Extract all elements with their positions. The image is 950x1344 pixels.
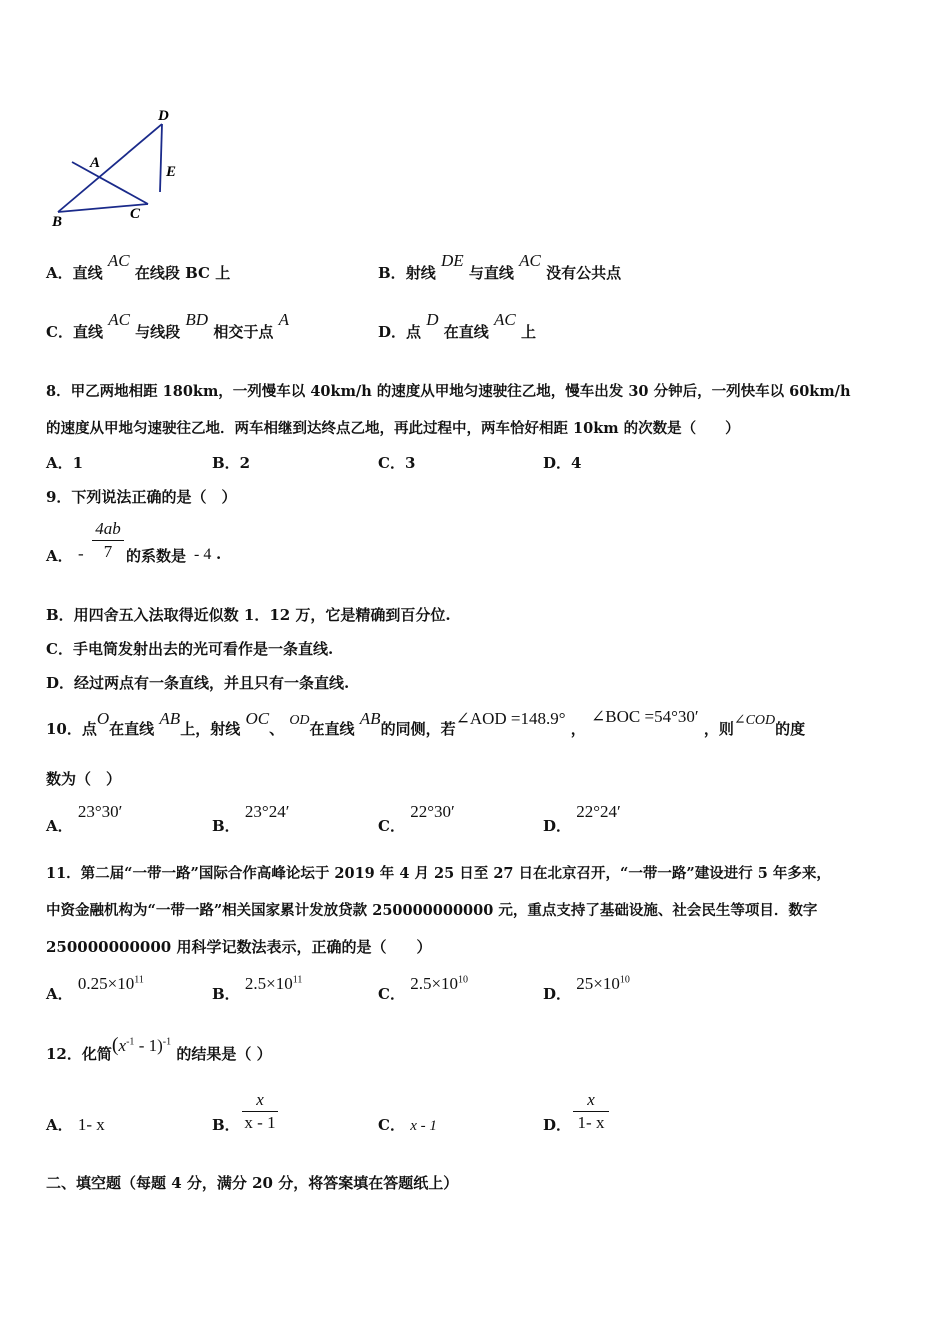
q8-option-d[interactable]: D．4 (543, 454, 582, 472)
option-base: 0.25×10 (77, 974, 135, 993)
fraction-bar (242, 1111, 278, 1112)
fraction-numerator: x (587, 1090, 595, 1109)
stem-text: 的度 (775, 720, 806, 738)
stem-text: 、 (269, 720, 285, 738)
math-oc: OC (245, 709, 270, 728)
stem-text: 的同侧，若 (380, 720, 456, 738)
math-ac: AC (519, 251, 541, 270)
math-bd: BD (185, 310, 209, 329)
label-c: C (130, 206, 141, 222)
label-b: B (52, 214, 63, 230)
option-text: 上 (521, 323, 537, 341)
option-text: 在直线 (443, 323, 489, 341)
math-ac: AC (107, 251, 130, 270)
option-letter: B． (378, 264, 406, 282)
option-text: 没有公共点 (546, 264, 622, 282)
exponent: -1 (162, 1036, 172, 1048)
fraction (242, 1090, 278, 1133)
stem-text: 在直线 (309, 720, 355, 738)
option-exponent: 10 (619, 974, 630, 986)
option-base: 25×10 (576, 974, 620, 993)
q9-option-d[interactable]: D．经过两点有一条直线，并且只有一条直线. (46, 674, 350, 692)
option-letter: A． (46, 264, 73, 282)
stem-text: 的结果是（ ） (176, 1045, 272, 1063)
q10-stem-line2: 数为（ ） (46, 770, 122, 788)
angle-boc: ∠BOC =54°30′ (591, 707, 699, 726)
option-letter: D． (378, 323, 407, 341)
fraction-denominator: 7 (103, 542, 113, 561)
q7-option-b[interactable] (378, 251, 622, 283)
option-letter: A． (46, 1116, 73, 1134)
option-value: 1- x (77, 1115, 105, 1134)
period: . (216, 545, 222, 563)
math-ac: AC (494, 310, 516, 329)
q10-option-c[interactable] (378, 802, 455, 836)
option-text: 的系数是 (126, 547, 187, 565)
q7-option-d[interactable] (378, 310, 537, 342)
option-letter: D． (543, 1116, 572, 1134)
option-base: 2.5×10 (410, 974, 459, 993)
stem-text: ，则 (703, 720, 734, 738)
stem-text: 12．化简 (46, 1045, 112, 1063)
option-value: 22°24′ (576, 802, 621, 821)
q7-option-a[interactable] (46, 251, 231, 283)
fraction-numerator: 4ab (95, 519, 121, 538)
label-d: D (158, 108, 169, 124)
expr-middle: - 1) (134, 1036, 163, 1055)
option-exponent: 11 (292, 974, 303, 986)
option-text: 直线 (72, 323, 103, 341)
neg-sign: - (78, 544, 84, 563)
segment-bd (58, 124, 162, 212)
math-ac: AC (108, 310, 130, 329)
option-value: 22°30′ (410, 802, 455, 821)
q11-option-a[interactable] (46, 974, 144, 1004)
angle-cod: ∠COD (733, 713, 776, 728)
fraction (573, 1090, 609, 1133)
math-a: A (278, 310, 289, 329)
label-a: A (90, 155, 101, 171)
fraction-denominator: x - 1 (244, 1113, 276, 1132)
q10-option-b[interactable] (212, 802, 290, 836)
q11-option-d[interactable] (543, 974, 630, 1004)
option-text: 与线段 (135, 323, 181, 341)
geometry-figure (40, 100, 200, 235)
q10-option-a[interactable] (46, 802, 123, 836)
q12-stem (46, 1034, 272, 1065)
q7-option-c[interactable] (46, 310, 289, 342)
stem-text: 上，射线 (180, 720, 241, 738)
fraction-bar (573, 1111, 609, 1112)
label-e: E (166, 164, 177, 180)
option-letter: D． (543, 985, 572, 1003)
coefficient-value: - 4 (194, 546, 212, 563)
math-o: O (96, 709, 110, 728)
math-ab: AB (359, 709, 381, 728)
option-letter: C． (378, 817, 405, 835)
option-letter: D． (543, 817, 572, 835)
expression (112, 1036, 171, 1055)
math-de: DE (440, 251, 464, 270)
option-letter: A． (46, 547, 73, 565)
option-base: 2.5×10 (244, 974, 293, 993)
q11-stem-line2: 中资金融机构为“一带一路”相关国家累计发放贷款 250000000000 元，重点支持了基础设施、社会民生等项目．数字 (46, 902, 818, 919)
option-text: 相交于点 (213, 323, 274, 341)
q8-stem-line1: 8．甲乙两地相距 180km，一列慢车以 40km/h 的速度从甲地匀速驶往乙地，慢车出发 30 分钟后，一列快车以 60km/h (46, 383, 851, 400)
q9-option-b[interactable]: B．用四舍五入法取得近似数 1．12 万，它是精确到百分位. (46, 606, 451, 624)
exponent: -1 (126, 1036, 135, 1048)
q11-stem-line1: 11．第二届“一带一路”国际合作高峰论坛于 2019 年 4 月 25 日至 27 日在北京召开，“一带一路”建设进行 5 年多来， (46, 865, 831, 882)
option-value: 23°24′ (244, 802, 290, 821)
option-letter: C． (378, 1116, 405, 1134)
option-text: 与直线 (468, 264, 514, 282)
fraction-numerator: x (256, 1090, 264, 1109)
q8-option-b[interactable]: B．2 (212, 454, 251, 472)
q10-option-d[interactable] (543, 802, 621, 836)
q10-stem-line1 (46, 707, 806, 739)
math-d: D (426, 310, 439, 329)
q11-option-b[interactable] (212, 974, 303, 1004)
option-exponent: 11 (134, 974, 144, 986)
math-x: x (118, 1036, 127, 1055)
q8-option-a[interactable]: A．1 (46, 454, 84, 472)
option-letter: A． (46, 985, 73, 1003)
option-text: 直线 (72, 264, 103, 282)
option-text: 射线 (405, 264, 436, 282)
math-od: OD (289, 713, 310, 728)
fraction-bar (92, 540, 124, 541)
option-letter: C． (46, 323, 73, 341)
option-text: 点 (406, 323, 422, 341)
q12-option-a[interactable] (46, 1114, 105, 1135)
q9-option-c[interactable]: C．手电筒发射出去的光可看作是一条直线. (46, 640, 334, 658)
stem-text: 在直线 (109, 720, 155, 738)
q12-option-c[interactable] (378, 1114, 437, 1135)
fraction (92, 519, 124, 562)
angle-aod: ∠AOD =148.9° (455, 709, 566, 728)
stem-text: 10．点 (46, 720, 97, 738)
option-text: 在线段 BC 上 (134, 264, 231, 282)
section-title: 二、填空题（每题 4 分，满分 20 分，将答案填在答题纸上） (46, 1174, 459, 1192)
stem-text: ， (570, 720, 586, 738)
option-letter: B． (212, 817, 240, 835)
math-ab: AB (159, 709, 181, 728)
fraction-denominator: 1- x (577, 1113, 605, 1132)
option-value: x - 1 (410, 1118, 437, 1134)
option-letter: C． (378, 985, 405, 1003)
option-letter: B． (212, 1116, 240, 1134)
option-letter: B． (212, 985, 240, 1003)
ray-de (160, 124, 162, 192)
q8-option-c[interactable]: C．3 (378, 454, 416, 472)
paren: ( (111, 1034, 119, 1056)
option-value: 23°30′ (77, 802, 123, 821)
q11-stem-line3: 250000000000 用科学记数法表示，正确的是（ ） (46, 938, 432, 956)
option-exponent: 10 (458, 974, 469, 986)
q9-stem: 9．下列说法正确的是（ ） (46, 488, 237, 506)
option-letter: A． (46, 817, 73, 835)
q8-stem-line2: 的速度从甲地匀速驶往乙地．两车相继到达终点乙地，再此过程中，两车恰好相距 10km 的次数是（ ） (46, 420, 740, 437)
q11-option-c[interactable] (378, 974, 469, 1004)
